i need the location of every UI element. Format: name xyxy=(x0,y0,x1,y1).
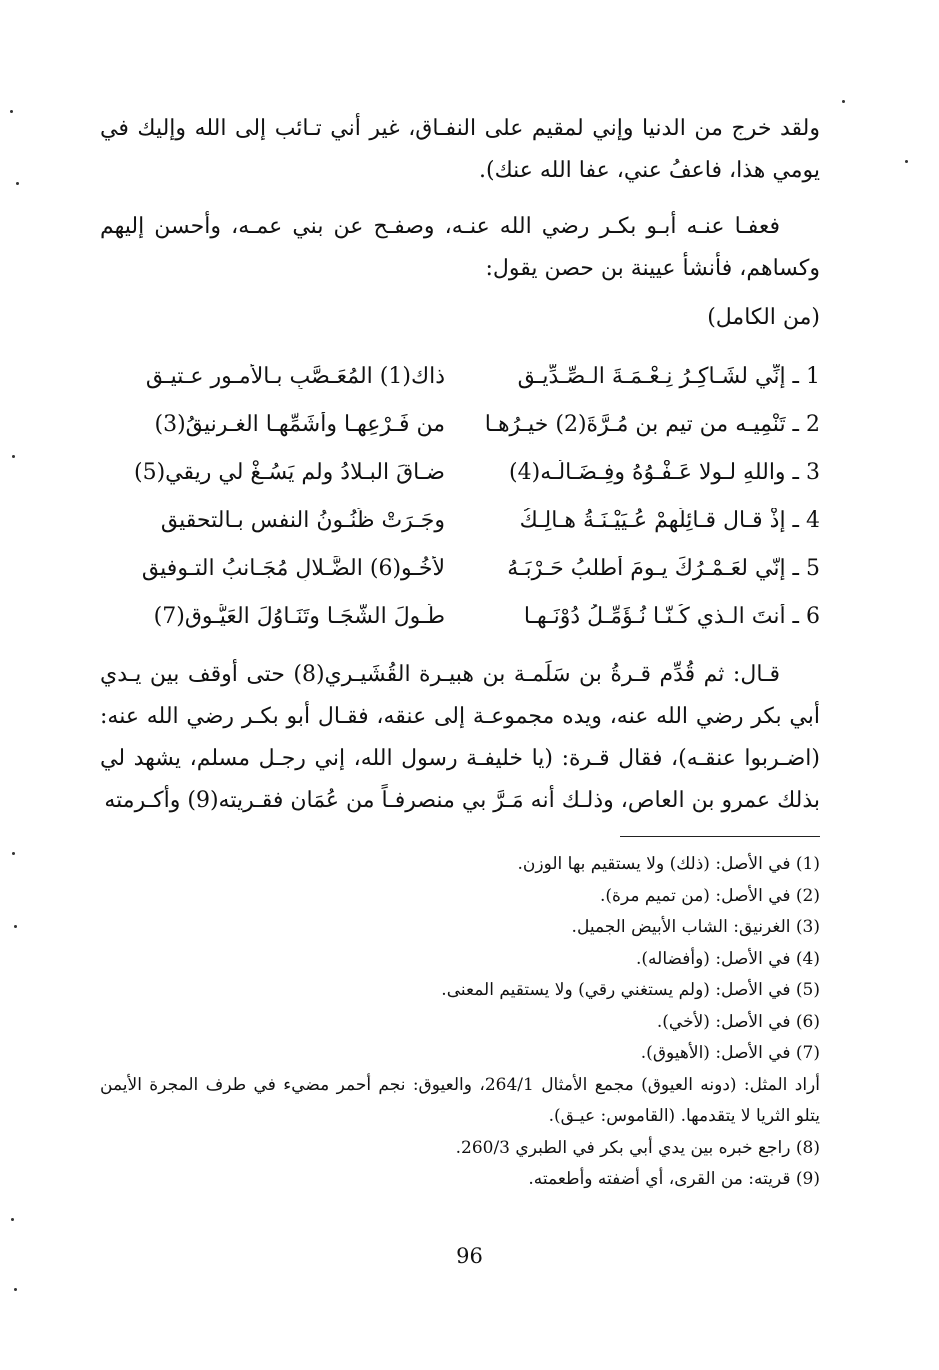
scan-speck xyxy=(11,1218,14,1221)
paragraph-1: ولقد خرج من الدنيا وإني لمقيم على النفـاق، غير أني تـائب إلى الله وإليك في يومي هذا، فاعفُ عني، عفا الله عنك). xyxy=(100,116,820,183)
footnote: (9) قريته: من القرى، أي أضفته وأطعمته. xyxy=(528,1169,820,1189)
meter-label: (من الكامل) xyxy=(707,305,820,330)
scan-speck xyxy=(14,1288,17,1291)
scan-speck xyxy=(10,110,13,113)
scan-speck xyxy=(842,100,845,103)
verse-second-hemistich: طُـولَ الشَّجَـا وتَنَـاوُلَ العَيُّـوقِ(7) xyxy=(153,603,445,629)
verse-line xyxy=(100,496,820,544)
verse-line xyxy=(100,544,820,592)
scan-speck xyxy=(16,182,19,185)
page-number: 96 xyxy=(456,1244,483,1268)
footnote: (6) في الأصل: (لأخي). xyxy=(656,1011,820,1032)
verse-second-hemistich: ضـاقَ البـلادُ ولم يَسُـغْ لي ريقي(5) xyxy=(134,459,445,485)
footnote: (2) في الأصل: (من تميم مرة). xyxy=(600,885,820,906)
verse-second-hemistich: وجَـرَتْ ظُنُـونُ النفسِ بـالتحقيقِ xyxy=(160,507,445,533)
footnote: (5) في الأصل: (ولم يستغني رقي) ولا يستقيم المعنى. xyxy=(441,980,820,1000)
footnotes xyxy=(100,849,820,1196)
paragraph-2: فعفـا عنـه أبـو بكـر رضي الله عنـه، وصفـح عن بني عمـه، وأحسن إليهم وكساهم، فأنشأ عيينة بن حصن يقول: xyxy=(100,214,820,281)
footnote-divider xyxy=(620,836,820,837)
verse-first-hemistich: 2 ـ تَنْمِيـه من تيمِ بنِ مُـرَّةَ(2) خيـرُهـا xyxy=(484,411,820,437)
verse-second-hemistich: لأخُـو(6) الضَّـلالِ مُجَـانبُ التـوفيقِ xyxy=(141,555,445,581)
verse-second-hemistich: من فَـرْعِهـا وأشَمِّهـا الغـرنيقُ(3) xyxy=(154,411,445,437)
scan-speck xyxy=(12,852,15,855)
verse-line xyxy=(100,352,820,400)
verse-line xyxy=(100,400,820,448)
verse-first-hemistich: 6 ـ أنتَ الـذي كُـنّـا نُـؤَمِّـلُ دُوْنَـهـا xyxy=(523,603,820,629)
scan-speck xyxy=(14,925,17,928)
footnote: (4) في الأصل: (وأفضاله). xyxy=(635,948,820,969)
verse-first-hemistich: 1 ـ إنِّي لشَـاكِـرُ نِـعْـمَـةَ الـصِّـدِّيـقِ xyxy=(517,363,820,389)
poem xyxy=(100,352,820,640)
verse-line xyxy=(100,592,820,640)
verse-first-hemistich: 3 ـ واللهِ لـولا عَـفْـوُهُ وفِـضَـالُـه(4) xyxy=(509,459,820,485)
footnote: (3) الغرنيق: الشاب الأبيض الجميل. xyxy=(571,917,820,937)
paragraph-3: قـال: ثم قُدِّم قـرةُ بن سَلَمـة بن هبيـرة القُشَيـري(8) حتى أوقف بين يـدي أبي بكر رضي الله عنه، ويده مجموعـة إلى عنقه، فقـال أبو بكـر رضي الله عنه: (اضـربوا عنقـه)، فقال قـرة: (يا خليفـة رسول الله، إني رجـل مسلم، يشهد لي بذلك عمرو بن العاص، وذلـك أنه مَـرَّ بي منصرفـاً من عُمَان فقـريته(9) وأكـرمته xyxy=(100,662,820,813)
page-body xyxy=(100,108,820,1196)
footnote: أراد المثل: (دونه العيوق) مجمع الأمثال 264/1، والعيوق: نجم أحمر مضيء في طرف المجرة الأيمن يتلو الثريا لا يتقدمها. (القاموس: عيـق). xyxy=(100,1074,820,1126)
verse-first-hemistich: 5 ـ إنّي لعَـمْـرُكَ يـومَ أطلبُ حَـرْبَـهُ xyxy=(507,555,820,581)
verse-line xyxy=(100,448,820,496)
footnote: (7) في الأصل: (الأهيوق). xyxy=(640,1043,820,1063)
footnote: (8) راجع خبره بين يدي أبي بكر في الطبري 260/3. xyxy=(455,1137,820,1158)
scan-speck xyxy=(905,160,908,163)
footnote: (1) في الأصل: (ذلك) ولا يستقيم بها الوزن. xyxy=(517,854,820,874)
scan-speck xyxy=(12,455,15,458)
verse-first-hemistich: 4 ـ إذْ قـال قـائِلُهمْ عُـيَيْـنَـةُ هـالِـكُ xyxy=(519,507,820,533)
verse-second-hemistich: ذاك(1) المُعَـصَّبِ بـالأمـورِ عـتيـقِ xyxy=(145,363,445,389)
